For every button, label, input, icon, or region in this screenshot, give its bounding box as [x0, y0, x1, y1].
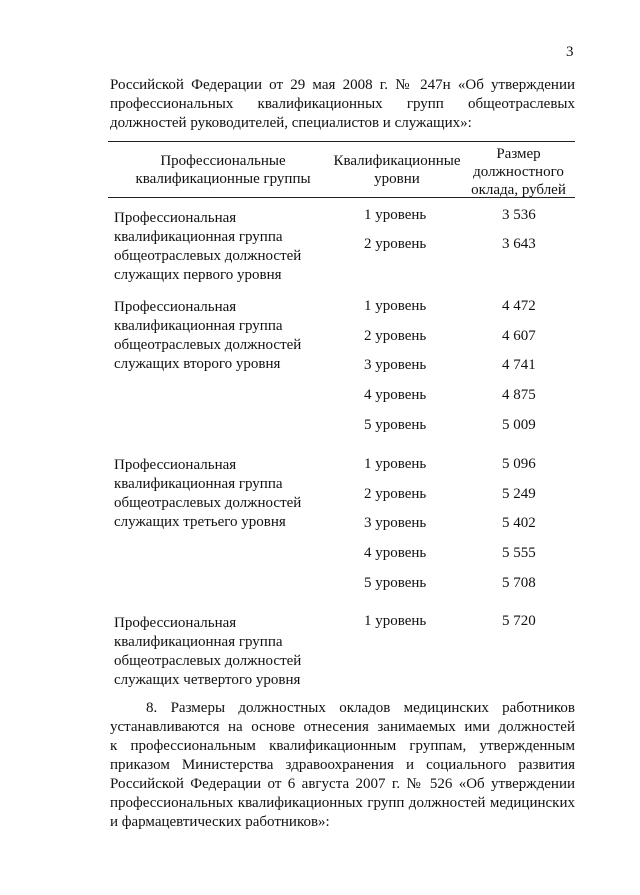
level-cell: 1 уровень	[364, 298, 427, 314]
header-level-line: Квалификационные	[333, 153, 461, 169]
table-top-rule	[108, 141, 575, 142]
salary-cell: 5 096	[502, 456, 536, 472]
level-cell: 5 уровень	[364, 575, 427, 591]
paragraph-line: устанавливаются на основе отнесения занимаемых ими должностей	[110, 719, 575, 735]
salary-cell: 3 643	[502, 236, 536, 252]
salary-cell: 4 741	[502, 357, 536, 373]
level-cell: 4 уровень	[364, 545, 427, 561]
paragraph-8	[110, 699, 575, 832]
group-name-line: общеотраслевых должностей	[114, 248, 302, 264]
table-header-rule	[108, 197, 575, 198]
level-cell: 2 уровень	[364, 328, 427, 344]
group-name-line: служащих третьего уровня	[114, 514, 286, 530]
level-cell: 3 уровень	[364, 357, 427, 373]
group-name	[114, 456, 314, 532]
header-group	[114, 152, 332, 188]
salary-cell: 3 536	[502, 207, 536, 223]
salary-cell: 5 555	[502, 545, 536, 561]
paragraph-line: Российской Федерации от 6 августа 2007 г. № 526 «Об утверждении	[110, 776, 575, 792]
level-cell: 3 уровень	[364, 515, 427, 531]
level-cell: 4 уровень	[364, 387, 427, 403]
header-salary-line: должностного	[473, 164, 564, 180]
group-name-line: Профессиональная	[114, 210, 237, 226]
group-name-line: квалификационная группа	[114, 229, 283, 245]
salary-cell: 5 009	[502, 417, 536, 433]
salary-cell: 4 875	[502, 387, 536, 403]
group-name-line: общеотраслевых должностей	[114, 653, 302, 669]
group-name	[114, 614, 314, 690]
level-cell: 1 уровень	[364, 613, 427, 629]
intro-line: Российской Федерации от 29 мая 2008 г. № 247н «Об утверждении	[110, 77, 575, 93]
group-name-line: квалификационная группа	[114, 476, 283, 492]
salary-cell: 5 249	[502, 486, 536, 502]
level-cell: 1 уровень	[364, 207, 427, 223]
intro-line: профессиональных квалификационных групп общеотраслевых	[110, 96, 575, 112]
group-name-line: служащих второго уровня	[114, 356, 281, 372]
paragraph-line: и фармацевтических работников»:	[110, 814, 330, 830]
group-name-line: служащих первого уровня	[114, 267, 282, 283]
header-salary-line: оклада, рублей	[471, 182, 566, 198]
group-name	[114, 298, 314, 374]
group-name-line: квалификационная группа	[114, 634, 283, 650]
header-group-line: квалификационные группы	[135, 171, 311, 187]
header-level	[332, 152, 462, 188]
level-cell: 1 уровень	[364, 456, 427, 472]
header-level-line: уровни	[374, 171, 420, 187]
group-name-line: Профессиональная	[114, 457, 237, 473]
salary-cell: 5 402	[502, 515, 536, 531]
group-name-line: Профессиональная	[114, 299, 237, 315]
group-name-line: Профессиональная	[114, 615, 237, 631]
intro-paragraph	[110, 76, 575, 133]
paragraph-line: профессиональных квалификационных групп должностей медицинских	[110, 795, 575, 811]
group-name-line: общеотраслевых должностей	[114, 495, 302, 511]
intro-line: должностей руководителей, специалистов и служащих»:	[110, 115, 472, 131]
page-number: 3	[566, 44, 574, 60]
group-name-line: квалификационная группа	[114, 318, 283, 334]
level-cell: 5 уровень	[364, 417, 427, 433]
group-name	[114, 209, 314, 285]
group-name-line: общеотраслевых должностей	[114, 337, 302, 353]
salary-cell: 4 472	[502, 298, 536, 314]
salary-cell: 4 607	[502, 328, 536, 344]
salary-cell: 5 708	[502, 575, 536, 591]
group-name-line: служащих четвертого уровня	[114, 672, 301, 688]
header-salary	[462, 145, 575, 199]
level-cell: 2 уровень	[364, 486, 427, 502]
paragraph-line: к профессиональным квалификационным группам, утвержденным	[110, 738, 575, 754]
header-group-line: Профессиональные	[160, 153, 286, 169]
salary-cell: 5 720	[502, 613, 536, 629]
header-salary-line: Размер	[496, 146, 541, 162]
level-cell: 2 уровень	[364, 236, 427, 252]
paragraph-line: 8. Размеры должностных окладов медицинских работников	[146, 700, 575, 716]
paragraph-line: приказом Министерства здравоохранения и социального развития	[110, 757, 575, 773]
